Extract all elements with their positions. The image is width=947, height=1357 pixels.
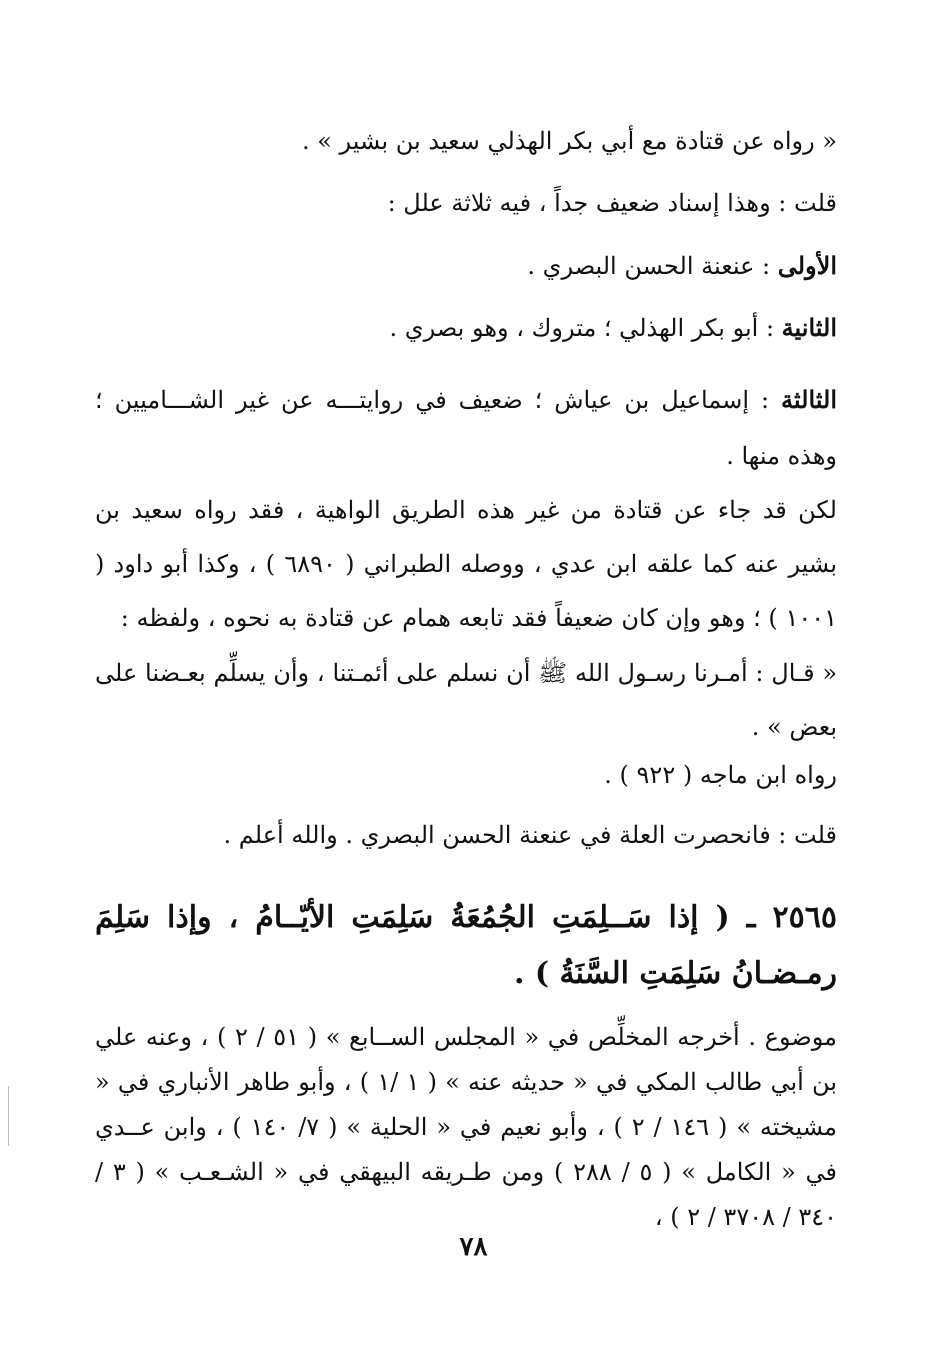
paragraph-isnad-weak: قلت : وهذا إسناد ضعيف جداً ، فيه ثلاثة علل : (387, 189, 837, 217)
first-defect-text: : عنعنة الحسن البصري . (527, 252, 778, 280)
paragraph-ibn-majah: رواه ابن ماجه ( ٩٢٢ ) . (604, 761, 837, 789)
paragraph-hadith-text: « قـال : أمـرنا رسـول الله ﷺ أن نسلم على أئمـتنا ، وأن يسلِّم بعـضنا على بعض » . (95, 659, 837, 741)
paragraph-third-defect (95, 372, 837, 484)
paragraph-takhrij: موضوع . أخرجه المخلِّص في « المجلس الســابع » ( ٥١ / ٢ ) ، وعنه علي بن أبي طالب المكي في « حديثه عنه » ( ١ /١ ) ، وأبو طاهر الأنباري في « مشيخته » ( ١٤٦ / ٢ ) ، وأبو نعيم في « الحلية » ( ٧/ ١٤٠ ) ، وابن عــدي في « الكامل » ( ٥ / ٢٨٨ ) ومن طـريقه البيهقي في « الشـعـب » ( ٣ / ٣٤٠ / ٣٧٠٨ / ٢ ) ، (95, 1023, 838, 1231)
third-defect-text: : إسماعيل بن عياش ؛ ضعيف في روايتـــه عن غير الشـــاميين ؛ وهذه منها . (95, 386, 837, 470)
hadith-heading: ٢٥٦٥ ـ ( إذا سَــلِمَتِ الجُمُعَةُ سَلِمَتِ الأيّــامُ ، وإذا سَلِمَ رمـضـانُ سَلِمَتِ السَّنَةُ ) . (95, 900, 837, 991)
paragraph-conclusion: قلت : فانحصرت العلة في عنعنة الحسن البصري . والله أعلم . (223, 821, 837, 849)
paragraph-narration-1: « رواه عن قتادة مع أبي بكر الهذلي سعيد بن بشير » . (301, 127, 837, 155)
second-defect-label: الثانية (781, 313, 837, 342)
paragraph-first-defect (95, 249, 837, 283)
page-number: ٧٨ (459, 1232, 488, 1262)
second-defect-text: : أبو بكر الهذلي ؛ متروك ، وهو بصري . (389, 314, 782, 342)
third-defect-label: الثالثة (781, 385, 837, 414)
first-defect-label: الأولى (777, 251, 837, 280)
margin-scan-line (8, 1086, 9, 1146)
paragraph-corroboration: لكن قد جاء عن قتادة من غير هذه الطريق الواهية ، فقد رواه سعيد بن بشير عنه كما علقه ابن عدي ، ووصله الطبراني ( ٦٨٩٠ ) ، وكذا أبو داود ( ١٠٠١ ) ؛ وهو وإن كان ضعيفاً فقد تابعه همام عن قتادة به نحوه ، ولفظه : (95, 496, 838, 632)
paragraph-second-defect (95, 311, 837, 345)
